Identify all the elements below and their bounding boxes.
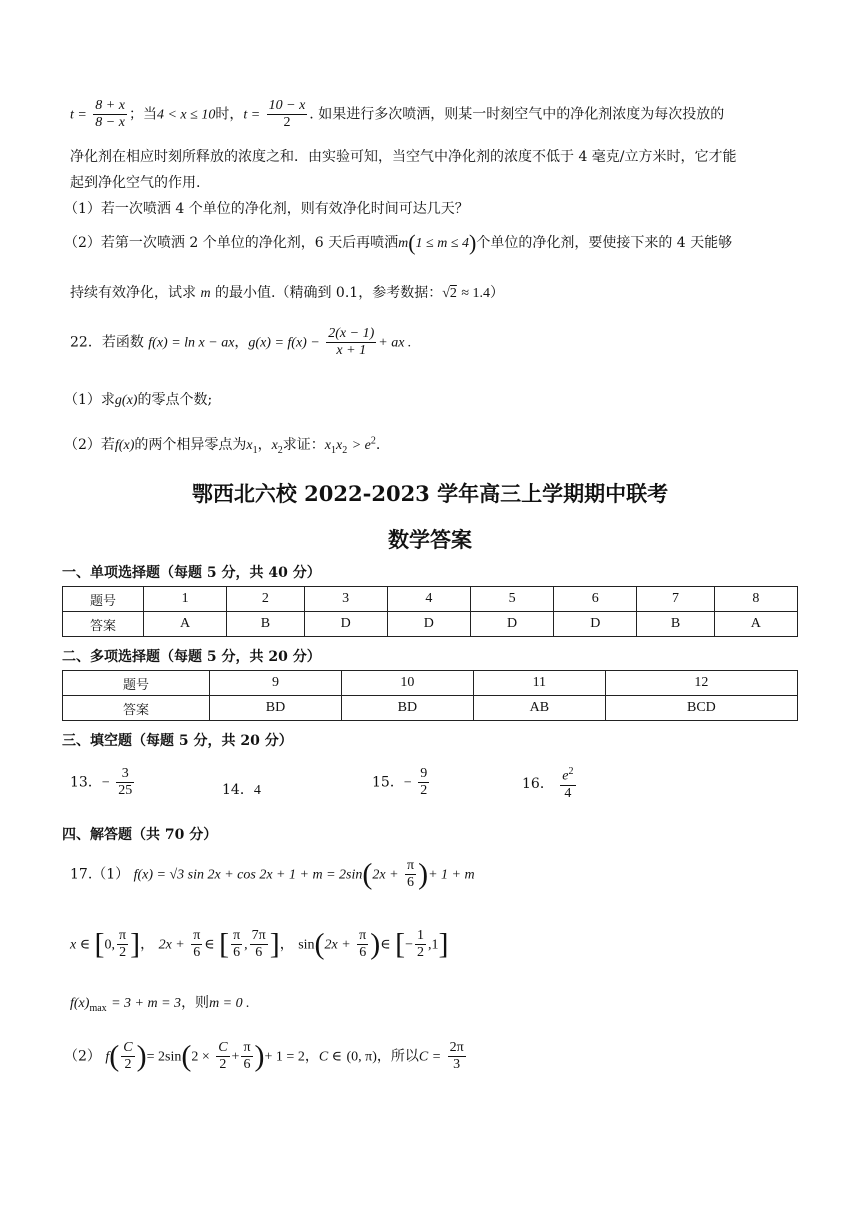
p21-line2: 净化剂在相应时刻所释放的浓度之和．由实验可知，当空气中净化剂的浓度不低于 4 毫克/立方米时，它才能 [70, 149, 737, 165]
sqrt-symbol: √ [442, 286, 450, 301]
q-number: 2 [227, 587, 304, 612]
p21-line1 [70, 98, 724, 131]
p17-line2 [70, 928, 448, 961]
expr: C ∈ [318, 1049, 343, 1065]
text-seg: （1）求 [64, 392, 115, 408]
q-number: 12 [605, 671, 797, 696]
m-variable: m [200, 286, 211, 301]
q-number: 9 [210, 671, 342, 696]
text-seg: ，所以 [376, 1048, 419, 1065]
expr: f(x) [70, 996, 90, 1011]
page-subtitle: 数学答案 [388, 527, 472, 552]
superscript: 2 [370, 435, 376, 447]
text-seg: 的两个相异零点为 [134, 437, 247, 453]
q-number: 1 [144, 587, 227, 612]
fraction-pi-6: $\frac{\pi}{6}$ [406, 858, 415, 891]
answer-cell: B [227, 612, 304, 637]
text-seg: ， [234, 334, 249, 351]
row-label: 题号 [63, 671, 210, 696]
problem-label: 17.（1） [70, 866, 130, 883]
x2-var: x [271, 438, 278, 453]
page-title: 鄂西北六校 2022-2023 学年高三上学期期中联考 [191, 481, 669, 506]
expr: x ∈ [70, 937, 91, 953]
answer-value: 4 [253, 783, 261, 798]
q-number: 3 [304, 587, 387, 612]
expr: ∈ [380, 937, 391, 953]
paren: ( [362, 857, 373, 891]
answer-cell: D [387, 612, 470, 637]
text-seg: ，则 [181, 995, 210, 1011]
text-seg: ， [257, 437, 272, 453]
row-label: 题号 [63, 587, 144, 612]
text-seg: ， [304, 1048, 319, 1065]
expr: ,1 [427, 937, 439, 953]
answer-16 [522, 766, 578, 802]
answer-cell: D [554, 612, 637, 637]
expr: 2 × [191, 1049, 210, 1065]
subscript: max [89, 1002, 107, 1014]
p22-question1 [64, 389, 212, 409]
t-variable: t = [243, 107, 261, 123]
problem-label: （2） [64, 1048, 101, 1065]
fraction-8px-8mx: $\frac{8 + x}{8 - x}$ [95, 98, 125, 131]
q-number: 5 [470, 587, 553, 612]
f-expr: f(x) [114, 438, 135, 453]
text-seg: 求证： [282, 437, 325, 453]
fraction-1-2: $\frac{1}{2}$ [416, 928, 424, 961]
p22-line1 [70, 326, 411, 359]
answer-cell: B [637, 612, 714, 637]
answer-cell: BD [341, 696, 473, 721]
g-definition: g(x) = f(x) − [248, 335, 320, 351]
row-label: 答案 [63, 612, 144, 637]
bracket: ] [130, 927, 141, 961]
answer-label: 15． [372, 774, 404, 791]
multi-choice-table [62, 670, 798, 721]
p17-part2 [64, 1040, 468, 1073]
section1-heading: 一、单项选择题（每题 5 分，共 40 分） [62, 565, 321, 581]
q-number: 10 [341, 671, 473, 696]
bracket: ] [438, 927, 449, 961]
expr: + [231, 1049, 240, 1065]
gt-e: > e [351, 438, 371, 453]
p22-question2 [64, 434, 380, 456]
fraction: $\frac{3}{25}$ [118, 766, 133, 799]
answer-15 [372, 766, 431, 799]
section3-heading: 三、填空题（每题 5 分，共 20 分） [62, 733, 293, 749]
m-range: 1 ≤ m ≤ 4 [415, 236, 470, 251]
f-definition: f(x) = ln x − ax [148, 335, 235, 351]
answer-14 [222, 779, 261, 799]
fraction-C-2: $\frac{C}{2}$ [123, 1040, 133, 1073]
expr: f [105, 1049, 110, 1065]
answer-13 [70, 766, 136, 799]
bracket: [ [219, 927, 230, 961]
expr: sin [298, 937, 315, 953]
expr: + 1 = 2 [264, 1049, 305, 1065]
p21-line3: 起到净化空气的作用. [70, 175, 201, 191]
bracket: [ [94, 927, 105, 961]
superscript: 2 [568, 766, 574, 777]
subscript: 2 [277, 444, 283, 456]
expr: 2x + [158, 937, 185, 953]
fraction-pi-6: $\frac{\pi}{6}$ [359, 928, 367, 961]
product-x2: x [336, 438, 343, 453]
answer-label: 14． [222, 782, 254, 798]
subscript: 1 [331, 444, 337, 456]
text-seg: . [375, 437, 381, 453]
answer-cell: BCD [605, 696, 797, 721]
expr: − [405, 937, 413, 953]
text-seg: ， [140, 936, 155, 953]
g-definition-tail: + ax . [378, 335, 412, 351]
expr: 2x + [324, 937, 351, 953]
expr: + 1 + m [428, 867, 475, 883]
text-seg: 的最小值.（精确到 0.1，参考数据： [215, 285, 443, 301]
paren: ( [408, 230, 416, 255]
subscript: 2 [342, 444, 348, 456]
fraction: $\frac{e^2}{4}$ [562, 766, 574, 801]
g-expr: g(x) [114, 393, 138, 408]
single-choice-table [62, 586, 798, 637]
table-row [63, 612, 798, 637]
p21-question2 [64, 232, 732, 254]
answer-cell: A [144, 612, 227, 637]
q-number: 4 [387, 587, 470, 612]
expr: (0, π) [346, 1049, 377, 1065]
expr: = 3 + m = 3 [111, 996, 182, 1011]
paren: ) [469, 230, 477, 255]
paren: ) [370, 927, 381, 961]
answer-label: 13． [70, 774, 102, 791]
text-seg: 时， [215, 106, 244, 123]
condition: 4 < x ≤ 10 [156, 107, 216, 123]
equation: f(x) = √3 sin 2x + cos 2x + 1 + m = 2sin [133, 867, 363, 883]
text-seg: ；当 [128, 106, 157, 123]
text-seg: ， [279, 936, 294, 953]
q-number: 7 [637, 587, 714, 612]
bracket: [ [395, 927, 406, 961]
paren: ( [181, 1039, 192, 1073]
paren: ) [136, 1039, 147, 1073]
row-label: 答案 [63, 696, 210, 721]
expr: 0, [104, 937, 116, 953]
answer-cell: BD [210, 696, 342, 721]
paren: ( [109, 1039, 120, 1073]
m-variable: m [398, 236, 409, 251]
approx-value: ≈ 1.4 [461, 286, 491, 301]
bracket: ] [269, 927, 280, 961]
fraction-g: $\frac{2(x - 1)}{x + 1}$ [328, 326, 375, 359]
fraction-pi-2: $\frac{\pi}{2}$ [119, 928, 127, 961]
fraction-2pi-3: $\frac{2\pi}{3}$ [449, 1040, 464, 1073]
answer-cell: D [304, 612, 387, 637]
expr: ∈ [204, 937, 215, 953]
table-row [63, 696, 798, 721]
q-number: 6 [554, 587, 637, 612]
fraction-C-2: $\frac{C}{2}$ [218, 1040, 228, 1073]
text-seg: 持续有效净化，试求 [70, 285, 196, 301]
fraction-pi-6: $\frac{\pi}{6}$ [243, 1040, 251, 1073]
fraction-pi-6: $\frac{\pi}{6}$ [193, 928, 201, 961]
text-seg: （2）若 [64, 437, 115, 453]
expr: 2x + [372, 867, 399, 883]
problem-label: 22．若函数 [70, 334, 144, 351]
sqrt-radicand: 2 [449, 286, 457, 301]
fraction-pi-6: $\frac{\pi}{6}$ [233, 928, 241, 961]
text-seg: 个单位的净化剂，要使接下来的 4 天能够 [476, 235, 733, 251]
expr: C = [418, 1049, 442, 1065]
fraction-7pi-6: $\frac{7\pi}{6}$ [251, 928, 266, 961]
expr: = 2sin [146, 1049, 182, 1065]
text-seg: ） [490, 285, 505, 301]
x1-var: x [246, 438, 253, 453]
text-seg: （2）若第一次喷洒 2 个单位的净化剂，6 天后再喷洒 [64, 235, 399, 251]
expr: , [244, 937, 248, 953]
product-x1: x [324, 438, 332, 453]
q-number: 8 [714, 587, 797, 612]
table-row [63, 671, 798, 696]
e-const: e [562, 768, 569, 784]
fraction: $\frac{9}{2}$ [420, 766, 428, 799]
p21-question2-line2 [70, 282, 504, 302]
paren: ( [314, 927, 325, 961]
p17-line3 [70, 992, 250, 1014]
p21-question1: （1）若一次喷洒 4 个单位的净化剂，则有效净化时间可达几天？ [64, 201, 469, 217]
answer-cell: A [714, 612, 797, 637]
answer-cell: AB [473, 696, 605, 721]
q-number: 11 [473, 671, 605, 696]
answer-label: 16． [522, 775, 554, 792]
table-row [63, 587, 798, 612]
section4-heading: 四、解答题（共 70 分） [62, 827, 218, 843]
expr: m = 0 . [209, 996, 250, 1011]
text-seg: 的零点个数; [137, 392, 213, 408]
answer-cell: D [470, 612, 553, 637]
subscript: 1 [252, 444, 258, 456]
paren: ) [254, 1039, 265, 1073]
p17-line1 [70, 858, 475, 891]
text-seg: . 如果进行多次喷洒，则某一时刻空气中的净化剂浓度为每次投放的 [309, 106, 725, 123]
fraction-10mx-2: $\frac{10 - x}{2}$ [268, 98, 306, 131]
paren: ) [418, 857, 429, 891]
t-variable: t = [70, 107, 87, 123]
minus-sign: − [101, 775, 110, 791]
minus-sign: − [403, 775, 412, 791]
section2-heading: 二、多项选择题（每题 5 分，共 20 分） [62, 649, 321, 665]
